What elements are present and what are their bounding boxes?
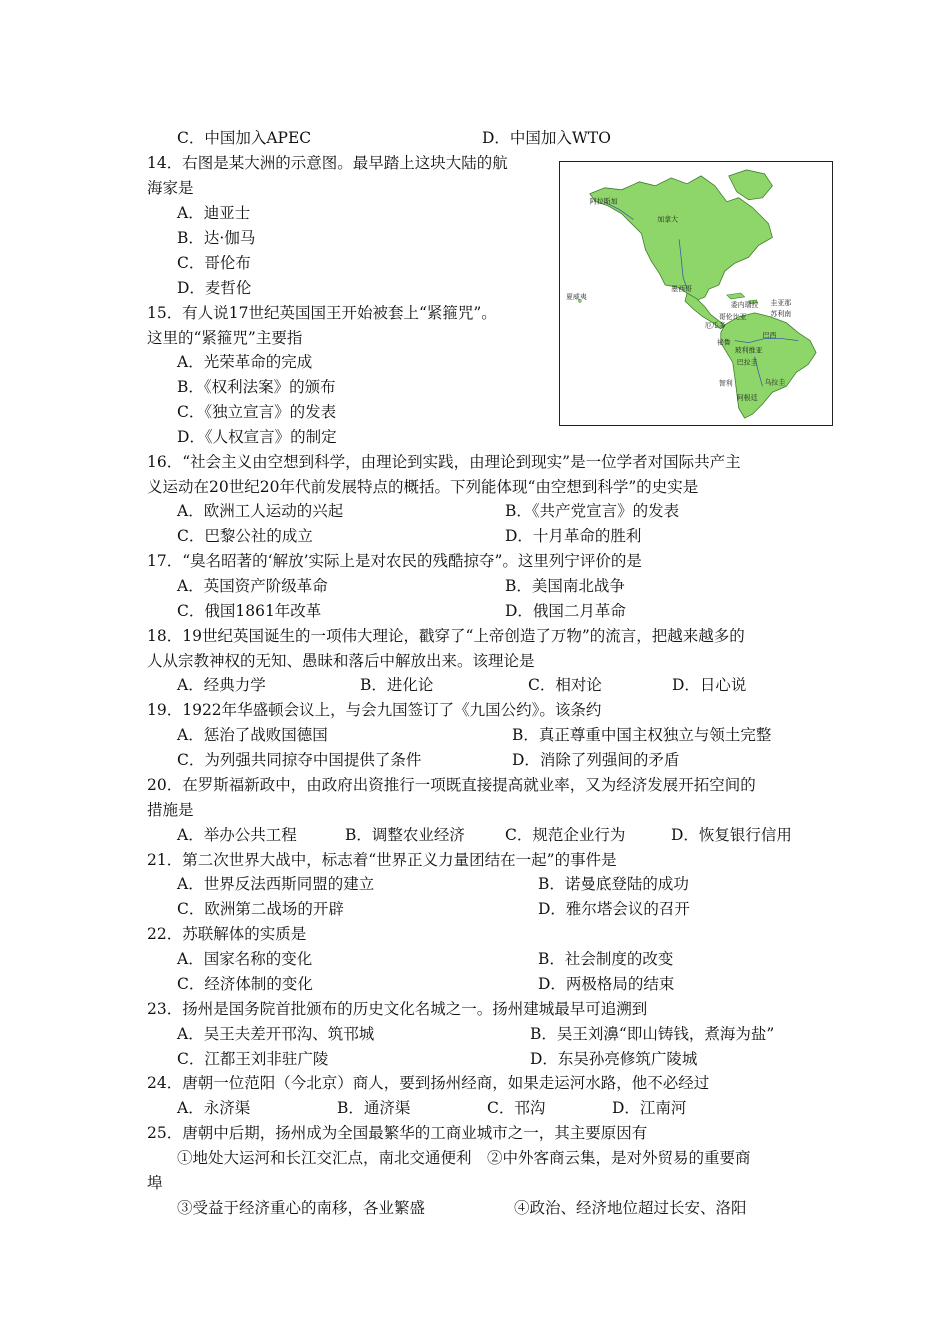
q18-stem: 18．19世纪英国诞生的一项伟大理论，戳穿了“上帝创造了万物”的流言，把越来越多的 — [147, 627, 745, 645]
q20-stem-cont: 措施是 — [147, 801, 194, 819]
q14-option-b: B．达·伽马 — [177, 229, 256, 247]
q18-option-c: C．相对论 — [528, 676, 602, 694]
q20-stem: 20．在罗斯福新政中，由政府出资推行一项既直接提高就业率，又为经济发展开拓空间的 — [147, 776, 756, 794]
q25-option-1-2: ①地处大运河和长江交汇点，南北交通便利 ②中外客商云集，是对外贸易的重要商 — [177, 1149, 751, 1167]
q20-option-c: C．规范企业行为 — [505, 826, 626, 844]
label-bolivia: 玻利维亚 — [734, 346, 763, 355]
q15-stem-cont: 这里的“紧箍咒”主要指 — [147, 329, 303, 347]
q14-stem-cont: 海家是 — [147, 179, 194, 197]
q17-option-d: D．俄国二月革命 — [505, 602, 626, 620]
q21-option-a: A．世界反法西斯同盟的建立 — [177, 875, 375, 893]
label-paraguay: 巴拉圭 — [736, 358, 758, 367]
q16-stem-cont: 义运动在20世纪20年代前发展特点的概括。下列能体现“由空想到科学”的史实是 — [147, 478, 699, 496]
q25-option-4: ④政治、经济地位超过长安、洛阳 — [514, 1199, 747, 1217]
q25-stem: 25．唐朝中后期，扬州成为全国最繁华的工商业城市之一，其主要原因有 — [147, 1124, 648, 1142]
label-alaska: 阿拉斯加 — [589, 197, 618, 206]
q20-option-a: A．举办公共工程 — [177, 826, 297, 844]
q14-stem: 14．右图是某大洲的示意图。最早踏上这块大陆的航 — [147, 154, 508, 172]
q22-option-c: C．经济体制的变化 — [177, 975, 313, 993]
q21-stem: 21．第二次世界大战中，标志着“世界正义力量团结在一起”的事件是 — [147, 851, 617, 869]
q22-stem: 22．苏联解体的实质是 — [147, 925, 307, 943]
q15-option-c: C．《独立宣言》的发表 — [177, 403, 337, 421]
q23-stem: 23．扬州是国务院首批颁布的历史文化名城之一。扬州建城最早可追溯到 — [147, 1000, 648, 1018]
label-guyana: 圭亚那 — [770, 298, 792, 307]
q18-option-a: A．经典力学 — [177, 676, 266, 694]
q19-option-c: C．为列强共同掠夺中国提供了条件 — [177, 751, 422, 769]
label-peru: 祕鲁 — [716, 338, 731, 347]
q22-option-a: A．国家名称的变化 — [177, 950, 313, 968]
q18-option-b: B．进化论 — [360, 676, 434, 694]
greenland-landmass — [729, 170, 773, 200]
label-uruguay: 乌拉圭 — [764, 378, 786, 387]
q24-option-b: B．通济渠 — [337, 1099, 411, 1117]
q19-option-a: A．惩治了战败国德国 — [177, 726, 328, 744]
q19-option-b: B．真正尊重中国主权独立与领土完整 — [512, 726, 772, 744]
q13-option-d: D．中国加入WTO — [482, 129, 611, 147]
q15-option-d: D．《人权宣言》的制定 — [177, 428, 337, 446]
q25-option-2-cont: 埠 — [147, 1174, 163, 1192]
q23-option-d: D．东吴孙亮修筑广陵城 — [530, 1050, 698, 1068]
label-canada: 加拿大 — [657, 215, 679, 224]
q14-option-d: D．麦哲伦 — [177, 279, 252, 297]
q15-stem: 15．有人说17世纪英国国王开始被套上“紧箍咒”。 — [147, 304, 497, 322]
q17-option-b: B．美国南北战争 — [505, 577, 625, 595]
q16-option-d: D．十月革命的胜利 — [505, 527, 642, 545]
label-mexico: 墨西哥 — [671, 285, 693, 294]
label-brazil: 巴西 — [762, 331, 777, 340]
q20-option-d: D．恢复银行信用 — [671, 826, 792, 844]
q16-option-b: B．《共产党宣言》的发表 — [505, 502, 680, 520]
label-ecuador: 厄瓜多 — [704, 321, 726, 330]
q24-option-c: C．邗沟 — [487, 1099, 546, 1117]
q16-option-c: C．巴黎公社的成立 — [177, 527, 313, 545]
label-suriname: 苏利南 — [770, 309, 792, 318]
q21-option-b: B．诺曼底登陆的成功 — [538, 875, 689, 893]
q23-option-b: B．吴王刘濞“即山铸钱，煮海为盐” — [530, 1025, 775, 1043]
americas-map-graphic — [560, 162, 832, 425]
label-colombia: 哥伦比亚 — [718, 312, 747, 321]
americas-map — [559, 161, 833, 426]
q16-stem: 16．“社会主义由空想到科学，由理论到实践，由理论到现实”是一位学者对国际共产主 — [147, 453, 741, 471]
label-hawaii: 夏威夷 — [565, 292, 587, 301]
q20-option-b: B．调整农业经济 — [345, 826, 465, 844]
label-argentina: 阿根廷 — [736, 394, 758, 403]
q18-option-d: D．日心说 — [672, 676, 747, 694]
q24-option-a: A．永济渠 — [177, 1099, 251, 1117]
q13-option-c: C．中国加入APEC — [177, 129, 312, 147]
q21-option-c: C．欧洲第二战场的开辟 — [177, 900, 344, 918]
q22-option-d: D．两极格局的结束 — [538, 975, 675, 993]
q25-option-3: ③受益于经济重心的南移，各业繁盛 — [177, 1199, 426, 1217]
q23-option-c: C．江都王刘非驻广陵 — [177, 1050, 329, 1068]
q23-option-a: A．吴王夫差开邗沟、筑邗城 — [177, 1025, 375, 1043]
q19-option-d: D．消除了列强间的矛盾 — [512, 751, 680, 769]
south-america-landmass — [718, 312, 816, 418]
q22-option-b: B．社会制度的改变 — [538, 950, 674, 968]
label-venezuela: 委内瑞拉 — [730, 300, 759, 309]
q17-option-a: A．英国资产阶级革命 — [177, 577, 328, 595]
label-chile: 智利 — [718, 379, 733, 388]
q24-stem: 24．唐朝一位范阳（今北京）商人，要到扬州经商，如果走运河水路，他不必经过 — [147, 1074, 710, 1092]
q19-stem: 19．1922年华盛顿会议上，与会九国签订了《九国公约》。该条约 — [147, 701, 602, 719]
q17-stem: 17．“臭名昭著的‘解放’实际上是对农民的残酷掠夺”。这里列宁评价的是 — [147, 552, 642, 570]
q18-stem-cont: 人从宗教神权的无知、愚昧和落后中解放出来。该理论是 — [147, 652, 535, 670]
q14-option-c: C．哥伦布 — [177, 254, 251, 272]
q16-option-a: A．欧洲工人运动的兴起 — [177, 502, 344, 520]
q15-option-a: A．光荣革命的完成 — [177, 353, 313, 371]
q24-option-d: D．江南河 — [612, 1099, 687, 1117]
q15-option-b: B．《权利法案》的颁布 — [177, 378, 336, 396]
q21-option-d: D．雅尔塔会议的召开 — [538, 900, 690, 918]
q17-option-c: C．俄国1861年改革 — [177, 602, 322, 620]
q14-option-a: A．迪亚士 — [177, 204, 251, 222]
